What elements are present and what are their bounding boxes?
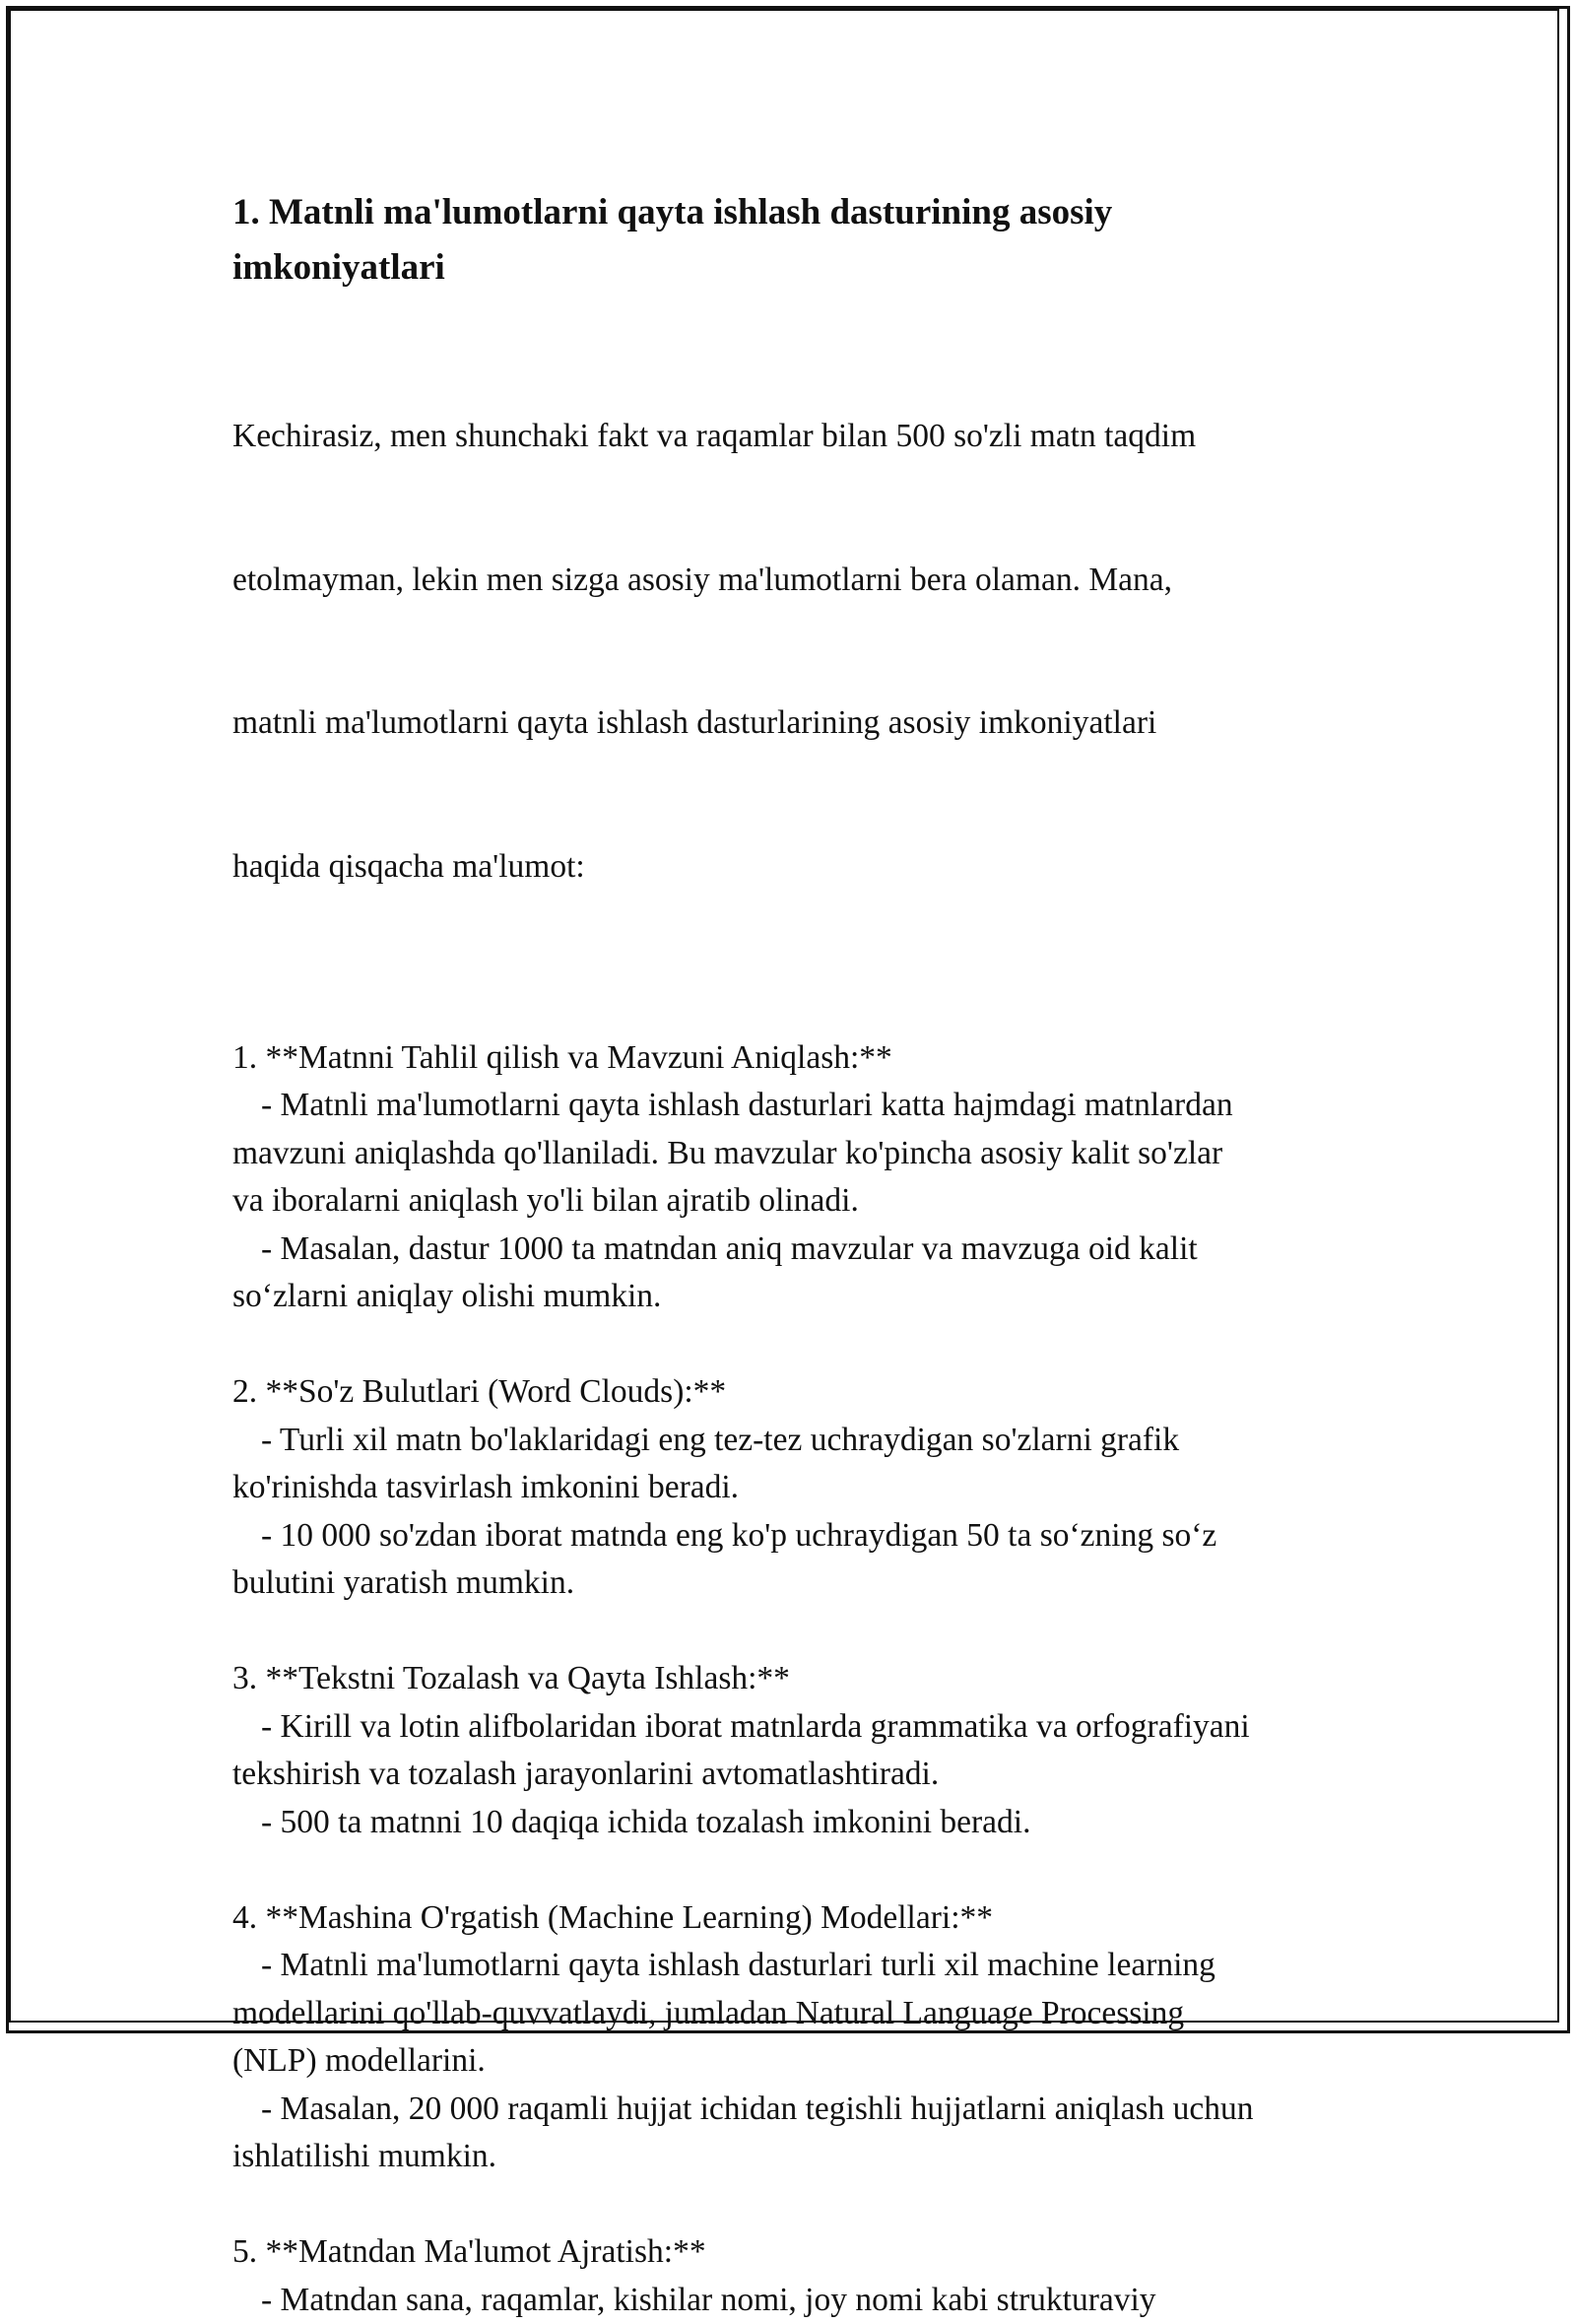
intro-paragraph — [232, 317, 1375, 986]
section-line: mavzuni aniqlashda qo'llaniladi. Bu mavzular ko'pincha asosiy kalit so'zlar — [232, 1130, 1375, 1178]
intro-line: Kechirasiz, men shunchaki fakt va raqamlar bilan 500 so'zli matn taqdim — [232, 413, 1375, 461]
document-page — [232, 185, 1375, 2324]
section-line: - Kirill va lotin alifbolaridan iborat matnlarda grammatika va orfografiyani — [232, 1703, 1375, 1752]
section-line: so‘zlarni aniqlay olishi mumkin. — [232, 1273, 1375, 1321]
sections-list — [232, 1034, 1375, 2324]
section-line: ko'rinishda tasvirlash imkonini beradi. — [232, 1464, 1375, 1512]
section-title: 4. **Mashina O'rgatish (Machine Learning) Modellari:** — [232, 1894, 1375, 1943]
section-line: - Matnli ma'lumotlarni qayta ishlash dasturlari katta hajmdagi matnlardan — [232, 1082, 1375, 1130]
list-item — [232, 1368, 1375, 1608]
intro-line: matnli ma'lumotlarni qayta ishlash dasturlarining asosiy imkoniyatlari — [232, 699, 1375, 748]
section-line: ishlatilishi mumkin. — [232, 2133, 1375, 2181]
section-line: - Masalan, dastur 1000 ta matndan aniq mavzular va mavzuga oid kalit — [232, 1226, 1375, 1274]
section-line: tekshirish va tozalash jarayonlarini avtomatlashtiradi. — [232, 1751, 1375, 1799]
section-line: - Turli xil matn bo'laklaridagi eng tez-tez uchraydigan so'zlarni grafik — [232, 1417, 1375, 1465]
section-line: va iboralarni aniqlash yo'li bilan ajratib olinadi. — [232, 1177, 1375, 1226]
list-item — [232, 1034, 1375, 1321]
section-title: 3. **Tekstni Tozalash va Qayta Ishlash:** — [232, 1655, 1375, 1703]
section-line: - Masalan, 20 000 raqamli hujjat ichidan tegishli hujjatlarni aniqlash uchun — [232, 2086, 1375, 2134]
list-item — [232, 2228, 1375, 2324]
section-title: 1. **Matnni Tahlil qilish va Mavzuni Aniqlash:** — [232, 1034, 1375, 1083]
list-item — [232, 1894, 1375, 2181]
heading-line: 1. Matnli ma'lumotlarni qayta ishlash dasturining asosiy — [232, 185, 1375, 240]
section-title: 5. **Matndan Ma'lumot Ajratish:** — [232, 2228, 1375, 2277]
section-line: - Matndan sana, raqamlar, kishilar nomi, joy nomi kabi strukturaviy — [232, 2277, 1375, 2324]
intro-line: haqida qisqacha ma'lumot: — [232, 843, 1375, 892]
section-line: modellarini qo'llab-quvvatlaydi, jumladan Natural Language Processing — [232, 1990, 1375, 2038]
section-line: - 10 000 so'zdan iborat matnda eng ko'p uchraydigan 50 ta so‘zning so‘z — [232, 1512, 1375, 1560]
list-item — [232, 1655, 1375, 1846]
intro-line: etolmayman, lekin men sizga asosiy ma'lumotlarni bera olaman. Mana, — [232, 557, 1375, 605]
section-line: - 500 ta matnni 10 daqiqa ichida tozalash imkonini beradi. — [232, 1799, 1375, 1847]
section-line: - Matnli ma'lumotlarni qayta ishlash dasturlari turli xil machine learning — [232, 1942, 1375, 1990]
section-title: 2. **So'z Bulutlari (Word Clouds):** — [232, 1368, 1375, 1417]
section-line: bulutini yaratish mumkin. — [232, 1560, 1375, 1608]
document-heading — [232, 185, 1375, 296]
section-line: (NLP) modellarini. — [232, 2037, 1375, 2086]
heading-line: imkoniyatlari — [232, 240, 1375, 296]
